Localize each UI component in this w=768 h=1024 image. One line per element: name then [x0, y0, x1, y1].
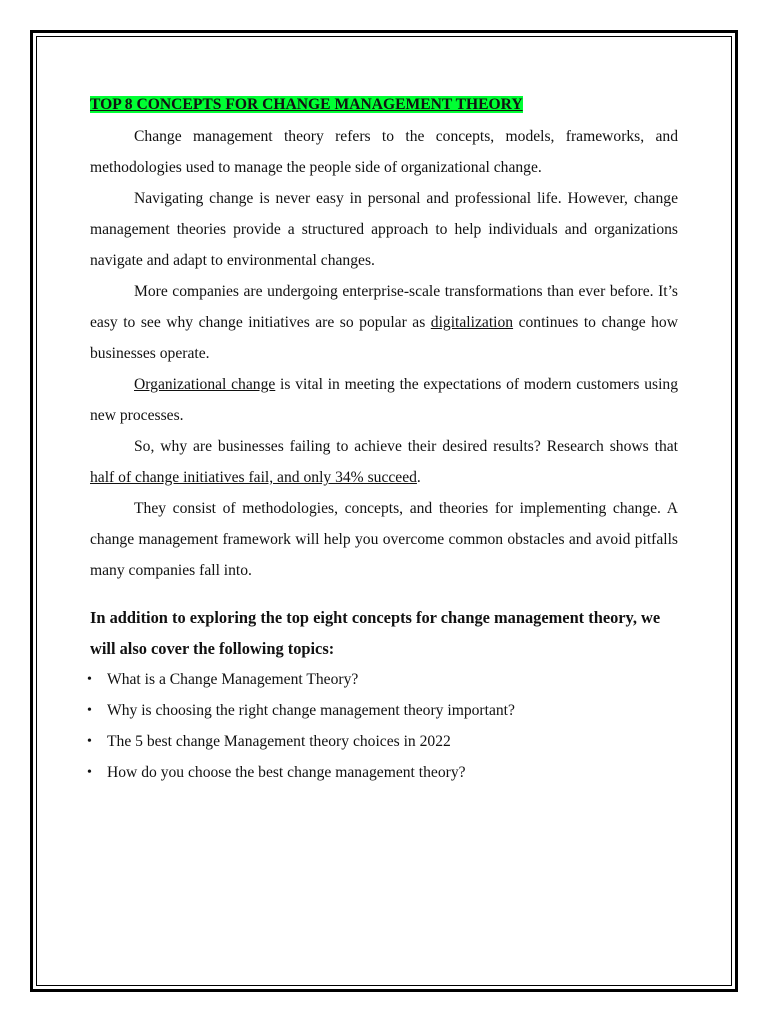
topic-text: Why is choosing the right change management theory important? [107, 702, 515, 719]
paragraph-4 [90, 369, 678, 431]
list-item [88, 664, 678, 695]
paragraph-1: Change management theory refers to the concepts, models, frameworks, and methodologies used to manage the people side of organizational change. [90, 128, 678, 176]
topic-text: The 5 best change Management theory choices in 2022 [107, 733, 451, 750]
list-item [88, 757, 678, 788]
document-body [87, 92, 678, 788]
list-item [88, 695, 678, 726]
paragraph-5-text-before: So, why are businesses failing to achieve their desired results? Research shows that [134, 438, 678, 455]
paragraph-4-text-after: is vital in meeting the expectations of modern customers using new processes. [90, 376, 678, 424]
link-organizational-change[interactable]: Organizational change [134, 376, 276, 393]
paragraph-6: They consist of methodologies, concepts, and theories for implementing change. A change management framework will help you overcome common obstacles and avoid pitfalls many companies fall into. [90, 500, 678, 579]
paragraph-3 [90, 276, 678, 369]
bullet-icon: • [87, 765, 92, 780]
paragraph-2: Navigating change is never easy in personal and professional life. However, change management theories provide a structured approach to help individuals and organizations navigate and adapt to environmental changes. [90, 190, 678, 269]
paragraph-5 [90, 431, 678, 493]
paragraph-5-text-after: . [416, 469, 421, 486]
list-item [88, 726, 678, 757]
topic-text: How do you choose the best change management theory? [107, 764, 466, 781]
link-digitalization[interactable]: digitalization [430, 314, 514, 331]
topics-heading: In addition to exploring the top eight concepts for change management theory, we will also cover the following topics: [90, 608, 661, 658]
topics-list [87, 664, 678, 788]
bullet-icon: • [87, 703, 92, 718]
bullet-icon: • [87, 672, 92, 687]
title-line [90, 92, 678, 121]
document-title: TOP 8 CONCEPTS FOR CHANGE MANAGEMENT THEORY [90, 96, 523, 113]
bullet-icon: • [87, 734, 92, 749]
link-change-initiatives-statistic[interactable]: half of change initiatives fail, and only 34% succeed [90, 469, 417, 486]
paragraph-3-text-before: More companies are undergoing enterprise-scale transformations than ever before. It’s easy to see why change initiatives are so popular as [90, 283, 678, 331]
paragraph-3-text-after: continues to change how businesses operate. [90, 314, 678, 362]
topic-text: What is a Change Management Theory? [107, 671, 359, 688]
